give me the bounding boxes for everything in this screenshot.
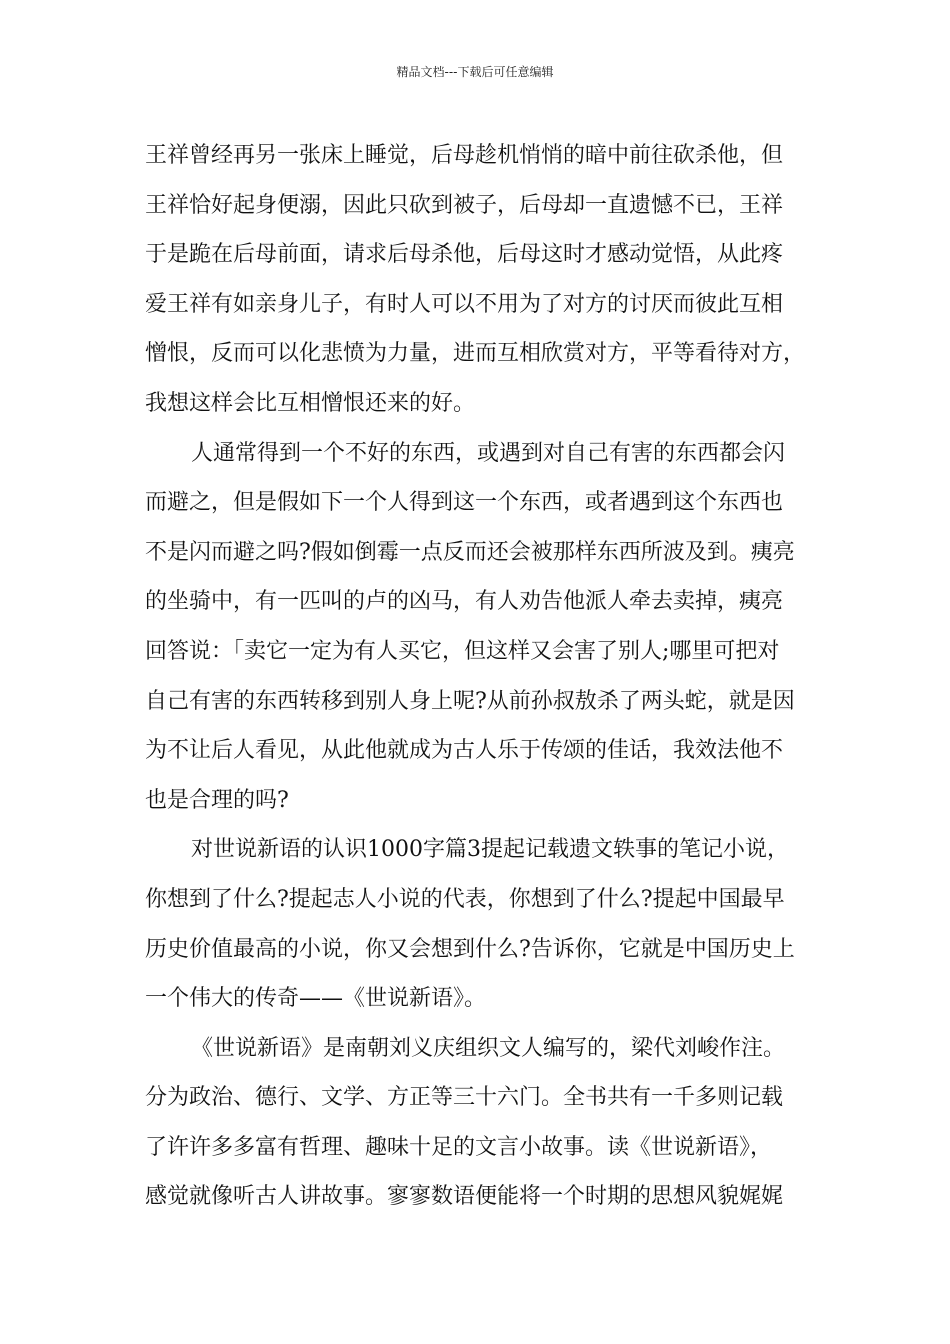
text-line: 了许许多多富有哲理、趣味十足的文言小故事。读《世说新语》， [145, 1134, 773, 1160]
text-line: 为不让后人看见，从此他就成为古人乐于传颂的佳话，我效法他不 [145, 738, 784, 764]
text-line: 一个伟大的传奇——《世说新语》。 [145, 986, 487, 1012]
text-line: 自己有害的东西转移到别人身上呢?从前孙叔敖杀了两头蛇，就是因 [145, 688, 795, 714]
page-header: 精品文档---下载后可任意编辑 [396, 65, 554, 79]
text-line: 王祥恰好起身便溺，因此只砍到被子，后母却一直遗憾不已，王祥 [145, 192, 784, 218]
text-line: 《世说新语》是南朝刘义庆组织文人编写的，梁代刘峻作注。 [191, 1035, 786, 1061]
text-line: 历史价值最高的小说，你又会想到什么?告诉你，它就是中国历史上 [145, 936, 795, 962]
text-line: 对世说新语的认识1000字篇3提起记载遗文轶事的笔记小说， [191, 837, 789, 863]
text-line: 王祥曾经再另一张床上睡觉，后母趁机悄悄的暗中前往砍杀他，但 [145, 143, 784, 168]
text-line: 也是合理的吗? [145, 787, 289, 813]
text-line: 而避之，但是假如下一个人得到这一个东西，或者遇到这个东西也 [145, 490, 784, 516]
text-line: 回答说：「卖它一定为有人买它，但这样又会害了别人;哪里可把对 [145, 638, 780, 664]
text-line: 我想这样会比互相憎恨还来的好。 [145, 390, 476, 416]
text-line: 你想到了什么?提起志人小说的代表，你想到了什么?提起中国最早 [145, 886, 785, 912]
text-line: 不是闪而避之吗?假如倒霉一点反而还会被那样东西所波及到。痍亮 [145, 539, 795, 565]
text-line: 爱王祥有如亲身儿子，有时人可以不用为了对方的讨厌而彼此互相 [145, 291, 784, 317]
text-line: 憎恨，反而可以化悲愤为力量，进而互相欣赏对方，平等看待对方， [145, 341, 806, 367]
text-line: 的坐骑中，有一匹叫的卢的凶马，有人劝告他派人牵去卖掉，痍亮 [145, 589, 784, 615]
text-line: 感觉就像听古人讲故事。寥寥数语便能将一个时期的思想风貌娓娓 [145, 1184, 784, 1210]
text-line: 于是跪在后母前面，请求后母杀他，后母这时才感动觉悟，从此疼 [145, 242, 784, 268]
text-line: 人通常得到一个不好的东西，或遇到对自己有害的东西都会闪 [191, 440, 786, 466]
text-line: 分为政治、德行、文学、方正等三十六门。全书共有一千多则记载 [145, 1085, 784, 1111]
document-body [145, 131, 825, 1222]
